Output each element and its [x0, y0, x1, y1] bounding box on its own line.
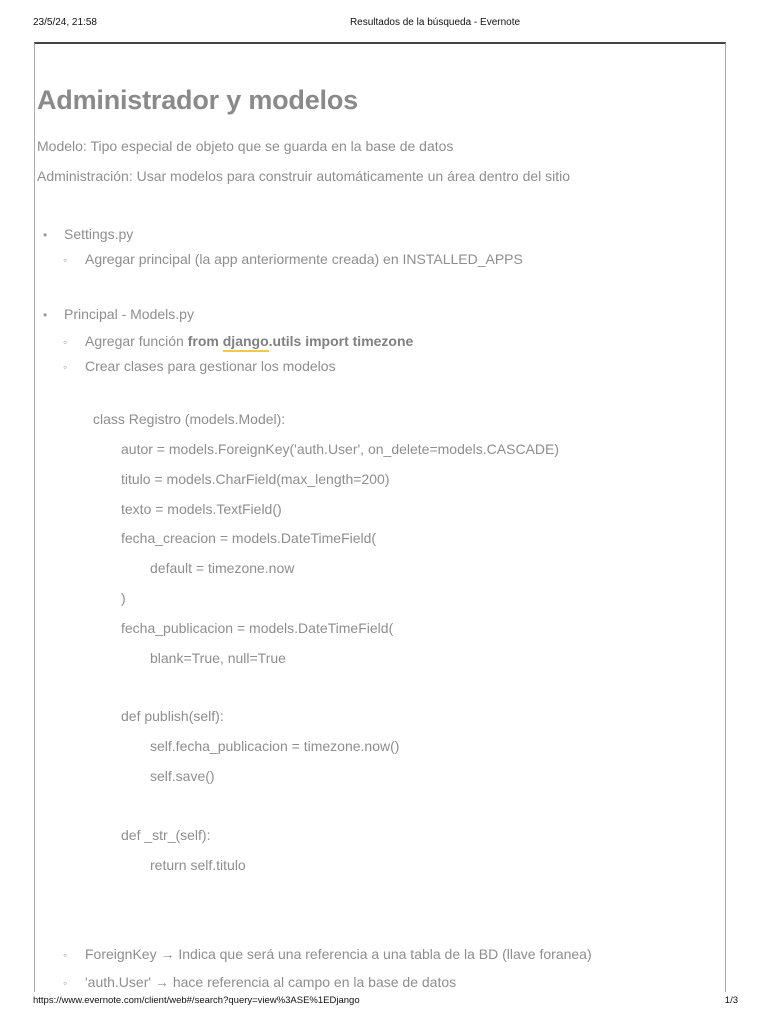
code-line: fecha_publicacion = models.DateTimeField( [121, 620, 394, 636]
import-from: from [187, 333, 219, 349]
bullet-dot [43, 308, 47, 322]
note-title: Administrador y modelos [37, 85, 358, 115]
code-line: def _str_(self): [121, 827, 211, 843]
page-number: 1/3 [724, 995, 738, 1006]
sub-bullet-circle [63, 948, 67, 962]
print-footer [0, 995, 768, 1009]
import-rest: .utils import timezone [268, 333, 414, 349]
sub-bullet-circle [63, 976, 67, 990]
code-line: ) [121, 590, 126, 606]
note-frame [34, 42, 726, 992]
code-line: default = timezone.now [150, 560, 295, 576]
print-header [0, 17, 768, 31]
code-line: titulo = models.CharField(max_length=200) [121, 471, 390, 487]
code-line: class Registro (models.Model): [93, 411, 286, 427]
sub-bullet-circle [63, 360, 67, 374]
sub-item-crear-clases: Crear clases para gestionar los modelos [85, 358, 336, 374]
code-line: autor = models.ForeignKey('auth.User', on_delete=models.CASCADE) [121, 441, 560, 457]
sub-item-agregar-funcion [85, 333, 413, 349]
print-date: 23/5/24, 21:58 [33, 17, 97, 28]
code-line: self.save() [150, 768, 215, 784]
code-line: blank=True, null=True [150, 650, 286, 666]
import-django: django [223, 333, 269, 352]
code-line: fecha_creacion = models.DateTimeField( [121, 530, 377, 546]
paragraph-administracion: Administración: Usar modelos para construir automáticamente un área dentro del sitio [37, 168, 571, 184]
sub-item-installed-apps: Agregar principal (la app anteriormente creada) en INSTALLED_APPS [85, 251, 523, 267]
bullet-settings: Settings.py [64, 226, 134, 242]
sub-item-foreignkey: ForeignKey → Indica que será una referencia a una tabla de la BD (llave foranea) [85, 946, 592, 962]
bullet-models: Principal - Models.py [64, 306, 194, 322]
paragraph-modelo: Modelo: Tipo especial de objeto que se guarda en la base de datos [37, 138, 454, 154]
bullet-dot [43, 228, 47, 242]
sub-item-auth-user: 'auth.User' → hace referencia al campo en la base de datos [85, 974, 457, 990]
sub-bullet-circle [63, 335, 67, 349]
sub-bullet-circle [63, 253, 67, 267]
code-line: texto = models.TextField() [121, 501, 282, 517]
print-url: https://www.evernote.com/client/web#/search?query=view%3ASE%1EDjango [33, 995, 360, 1006]
code-line: def publish(self): [121, 708, 224, 724]
print-title: Resultados de la búsqueda - Evernote [349, 17, 521, 28]
code-line: self.fecha_publicacion = timezone.now() [150, 738, 400, 754]
agregar-funcion-label: Agregar función [85, 333, 184, 349]
code-line: return self.titulo [150, 857, 246, 873]
